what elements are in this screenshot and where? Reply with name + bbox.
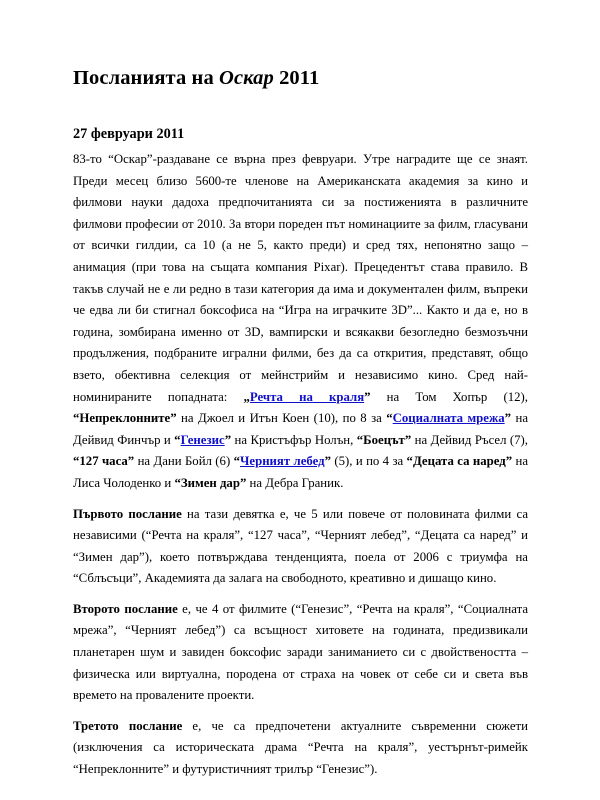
quote-mark: “ [174, 432, 181, 447]
message-heading: Първото послание [73, 506, 182, 521]
intro-text: на Кристъфър Нолън, [231, 432, 357, 447]
paragraph-third-message [73, 716, 528, 781]
film-title-bold: “127 часа” [73, 454, 135, 469]
quote-mark: “ [233, 454, 240, 469]
quote-mark: ” [324, 454, 331, 469]
quote-mark: ” [224, 432, 232, 447]
intro-text: 83-то “Оскар”-раздаване се върна през февруари. Утре наградите ще се знаят. Преди месец близо 5600-те членове на Американската академия за кино и филмови науки дадоха предпочитанията си за постиженията в различните филмови професии от 2010. За втори пореден път номинациите за филм, гласувани от всички гилдии, са 10 (а не 5, както преди) и сред тях, непонятно защо – анимация (при това на същата компания Pixar). Прецедентът става правило. В такъв случай не е ли редно в тази категория да има и документален филм, въпреки че едва ли би стигнал боксофиса на “Игра на играчките 3D”... Както и да е, но в година, зомбирана именно от 3D, вампирски и всякакви безогледно безмозъчни продължения, подбраните игрални филми, без да са открития, представят, общо взето, обективна селекция от мейнстрийм и независимо кино. Сред най-номинираните попадната: [73, 152, 528, 404]
paragraph-second-message [73, 599, 528, 707]
title-prefix: Посланията на [73, 67, 220, 89]
film-title-bold: “Децата са наред” [406, 454, 513, 469]
title-italic: Оскар [219, 67, 274, 89]
intro-text: на Лиса Чолоденко и [73, 454, 529, 490]
message-text: на тази девятка е, че 5 или повече от половината филми са независими (“Речта на краля”, “127 часа”, “Черният лебед”, “Децата са наред” и “Зимен дар”), което потвърждава тенденцията, поела от 2006 с триумфа на “Сблъсъци”, Академията да залага на свободното, креативно и дишащо кино. [73, 506, 528, 586]
intro-text: на Дани Бойл (6) [134, 454, 234, 469]
quote-mark: ” [504, 411, 512, 426]
film-title-bold: “Зимен дар” [174, 475, 247, 490]
intro-text: на Дейвид Ръсел (7), [411, 432, 528, 447]
message-text: е, че са предпочетени актуалните съвременни сюжети (изключения са историческата драма “Речта на краля”, уестърнът-римейк “Непреклонните” и футуристичният трилър “Генезис”). [73, 718, 528, 777]
link-cherniyat-lebed[interactable]: Черният лебед [240, 454, 325, 469]
film-title-bold: “Боецът” [356, 432, 412, 447]
title-suffix: 2011 [273, 67, 320, 89]
film-title-bold: “Непреклонните” [73, 411, 177, 426]
message-text: е, че 4 от филмите (“Генезис”, “Речта на краля”, “Социалната мрежа”, “Черният лебед”) са всъщност хитовете на годината, предизвикали планетарен шум и завиден боксофис заради заниманието си с двойствеността – физическа или виртуална, породена от страха на човек от себе си и света във времето на провалените проекти. [73, 601, 528, 703]
document-page [73, 66, 528, 781]
intro-text: на Дейвид Финчър и [73, 411, 528, 447]
intro-text: (5), и по 4 за [331, 454, 407, 469]
quote-mark: “ [386, 411, 393, 426]
link-genezis[interactable]: Генезис [180, 432, 225, 447]
quote-mark: ” [364, 389, 371, 404]
article-date: 27 февруари 2011 [73, 126, 185, 142]
paragraph-first-message [73, 504, 528, 590]
intro-text: на Дебра Граник. [246, 475, 344, 490]
quote-mark: „ [243, 389, 250, 404]
link-socialnata-mreja[interactable]: Социалната мрежа [392, 411, 505, 426]
message-heading: Третото послание [73, 718, 183, 733]
link-rechta-na-kralya[interactable]: Речта на краля [249, 389, 365, 404]
intro-text: на Джоел и Итън Коен (10), по 8 за [176, 411, 387, 426]
message-heading: Второто послание [73, 601, 178, 616]
intro-text: на Том Хопър (12), [370, 389, 528, 404]
paragraph-intro [73, 149, 528, 495]
page-title [73, 66, 528, 90]
